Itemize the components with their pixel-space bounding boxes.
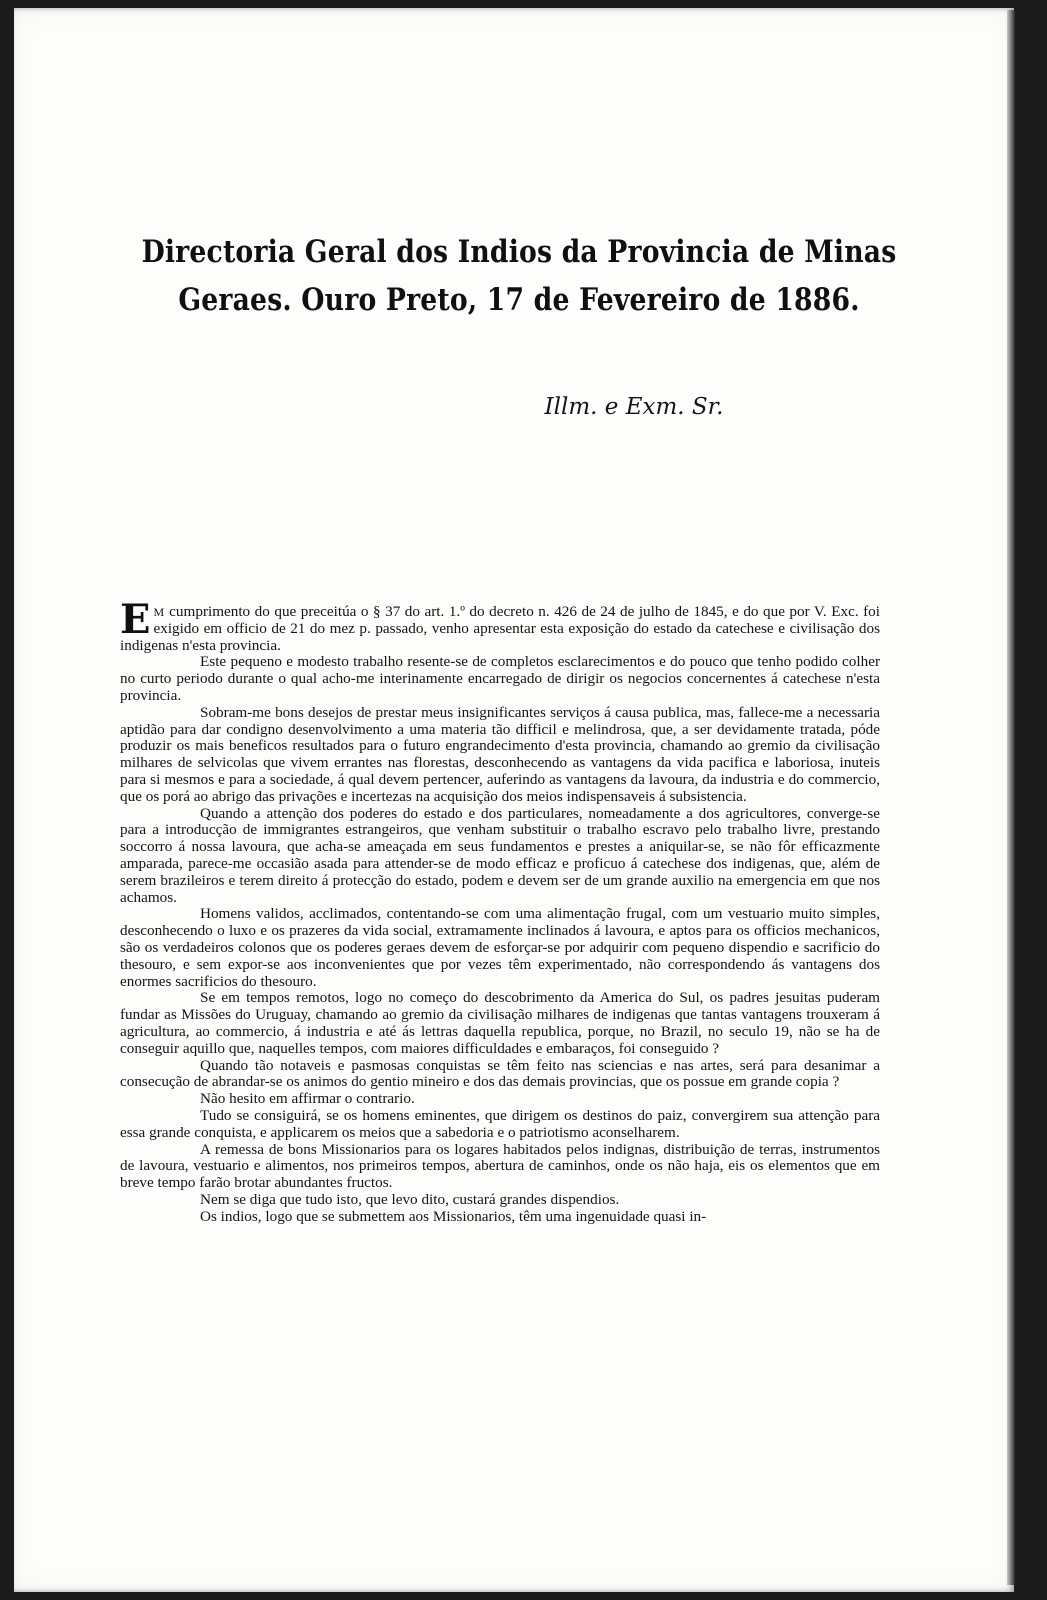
paragraph-11: Nem se diga que tudo isto, que levo dito, custará grandes dispendios. [200, 1190, 620, 1208]
paragraph-4: Quando a attenção dos poderes do estado e dos particulares, nomeadamente a dos agricultores, converge-se para a introducção de immigrantes estrangeiros, que venham substituir o trabalho escravo pelo trabalho livre, prestando soccorro á nossa lavoura, que acha-se ameaçada em seus fundamentos e prestes a aniquilar-se, se não fôr efficazmente amparada, parece-me occasião asada para attender-se de modo efficaz e proficuo á catechese dos indigenas, que, além de serem brazileiros e terem direito á protecção do estado, podem e devem ser de um grande auxilio na emergencia em que nos achamos. [120, 804, 880, 906]
paragraph-9: Tudo se consiguirá, se os homens eminentes, que dirigem os destinos do paiz, convergirem sua attenção para essa grande conquista, e applicarem os meios que a sabedoria e o patriotismo aconselharem. [120, 1106, 880, 1141]
first-word-rest: M [153, 605, 165, 619]
paragraph-3: Sobram-me bons desejos de prestar meus insignificantes serviços á causa publica, mas, fallece-me a necessaria aptidão para dar condigno desenvolvimento a uma materia tão difficil e melindrosa, que, a ser devidamente tratada, póde produzir os mais beneficos resultados para o futuro engrandecimento d'esta provincia, chamando ao gremio da civilisação milhares de selvicolas que vivem errantes nas florestas, desconhecendo as vantagens da vida pacifica e laboriosa, inuteis para si mesmos e para a sociedade, á qual devem pertencer, auferindo as vantagens da lavoura, da industria e do commercio, que os porá ao abrigo das privações e incertezas na acquisição dos meios indispensaveis á subsistencia. [120, 703, 880, 805]
paragraph-8: Não hesito em affirmar o contrario. [200, 1090, 415, 1108]
paragraph-text: cumprimento do que preceitúa o § 37 do art. 1.º do decreto n. 426 de 24 de julho de 1845, e do que por V. Exc. foi exigido em officio de 21 do mez p. passado, venho apresentar esta exposição do estado da catechese e civilisação dos indigenas n'esta provincia. [120, 603, 880, 654]
paragraph-12: Os indios, logo que se submettem aos Missionarios, têm uma ingenuidade quasi in- [200, 1207, 707, 1225]
document-header: Directoria Geral dos Indios da Provincia de Minas Geraes. Ouro Preto, 17 de Fevereiro de 1886. [141, 234, 897, 318]
paragraph-6: Se em tempos remotos, logo no começo do descobrimento da America do Sul, os padres jesuitas puderam fundar as Missões do Uruguay, chamando ao gremio da civilisação milhares de indigenas que tantas vantagens trouxeram á agricultura, ao commercio, á industria e até ás lettras daquella republica, porque, no Brazil, no seculo 19, não se ha de conseguir aquillo que, naquelles tempos, com maiores difficuldades e embaraços, foi conseguido ? [120, 989, 880, 1057]
paragraph-7: Quando tão notaveis e pasmosas conquistas se têm feito nas sciencias e nas artes, será para desanimar a consecução de abrandar-se os animos do gentio mineiro e dos das demais provincias, que os possue em grande copia ? [120, 1056, 880, 1091]
document-page [14, 8, 1014, 1592]
salutation: Illm. e Exm. Sr. [544, 394, 724, 420]
paragraph-10: A remessa de bons Missionarios para os logares habitados pelos indignas, distribuição de terras, instrumentos de lavoura, vestuario e alimentos, nos primeiros tempos, abertura de caminhos, onde os não haja, eis os elementos que em breve tempo farão brotar abundantes fructos. [120, 1140, 880, 1192]
drop-cap-letter: E [120, 596, 151, 643]
page-edge-shadow [1007, 10, 1015, 1585]
document-body [120, 596, 880, 1225]
paragraph-5: Homens validos, acclimados, contentando-se com uma alimentação frugal, com um vestuario muito simples, desconhecendo o luxo e os prazeres da vida social, extramamente inclinados á lavoura, e aptos para os officios mechanicos, são os verdadeiros colonos que os poderes geraes devem de esforçar-se por adquirir com pequeno dispendio e sacrificio do thesouro, e sem expor-se aos inconvenientes que por vezes têm experimentado, não correspondendo ás vantagens dos enormes sacrificios do thesouro. [120, 905, 880, 990]
paragraph-2: Este pequeno e modesto trabalho resente-se de completos esclarecimentos e do pouco que tenho podido colher no curto periodo durante o qual acho-me interinamente encarregado de dirigir os negocios concernentes á catechese n'esta provincia. [120, 653, 880, 704]
paragraph-1 [120, 596, 880, 654]
